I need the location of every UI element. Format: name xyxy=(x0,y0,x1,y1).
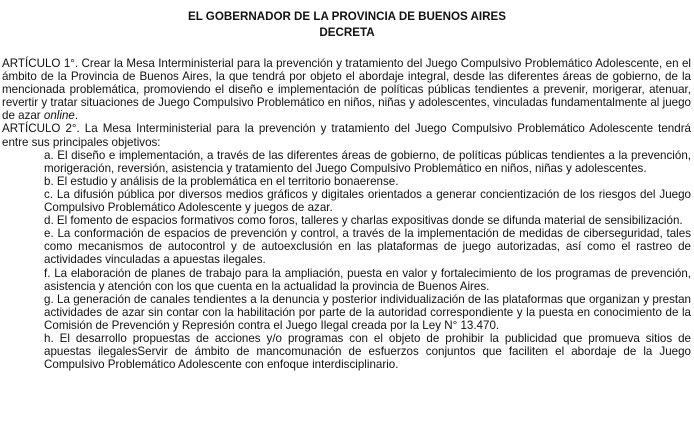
objective-item-f: f. La elaboración de planes de trabajo para la ampliación, puesta en valor y fortalecimiento de los programas de prevención, asistencia y atención con los que cuenta en la actualidad la provincia de Buenos Aires. xyxy=(44,266,691,293)
governor-heading: EL GOBERNADOR DE LA PROVINCIA DE BUENOS AIRES xyxy=(187,10,506,23)
objective-item-c: c. La difusión pública por diversos medios gráficos y digitales orientados a generar concientización de los riesgos del Juego Compulsivo Problemático Adolescente y juegos de azar. xyxy=(44,187,691,215)
objective-item-g: g. La generación de canales tendientes a la denuncia y posterior individualización de las plataformas que organizan y prestan actividades de azar sin contar con la habilitación por parte de la autoridad correspondiente y la puesta en conocimiento de la Comisión de Prevención y Represión contra el Juego Ilegal creada por la Ley N° 13.470. xyxy=(44,292,691,332)
article-2-intro: ARTÍCULO 2°. La Mesa Interministerial para la prevención y tratamiento del Juego Compulsivo Problemático Adolescente tendrá entre sus principales objetivos: xyxy=(2,122,691,149)
article-1-italic: online xyxy=(43,109,75,123)
decree-heading: DECRETA xyxy=(319,26,375,39)
article-1-end: . xyxy=(74,109,79,123)
objective-item-b: b. El estudio y análisis de la problemática en el territorio bonaerense. xyxy=(44,174,399,188)
objective-item-h: h. El desarrollo propuestas de acciones y/o programas con el objeto de prohibir la publicidad que promueva sitios de apuestas ilegalesServir de ámbito de mancomunación de esfuerzos conjuntos que faciliten el abordaje de la Juego Compulsivo Problemático Adolescente con enfoque interdisciplinario. xyxy=(44,331,691,372)
objective-item-d: d. El fomento de espacios formativos como foros, talleres y charlas expositivas donde se difunda material de sensibilización. xyxy=(44,214,683,228)
article-1 xyxy=(2,57,691,122)
objective-item-e: e. La conformación de espacios de prevención y control, a través de la implementación de medidas de ciberseguridad, tales como mecanismos de autocontrol y de autoexclusión en las plataformas de juego autorizadas, así como el rastreo de actividades vinculadas a apuestas ilegales. xyxy=(44,227,691,267)
objective-item-a: a. El diseño e implementación, a través de las diferentes áreas de gobierno, de políticas públicas tendientes a la prevención, morigeración, reversión, asistencia y tratamiento del Juego Compulsivo Problemático en niños, niñas y adolescentes. xyxy=(44,148,691,175)
article-1-text: ARTÍCULO 1°. Crear la Mesa Interministerial para la prevención y tratamiento del Juego Compulsivo Problemático Adolescente, en el ámbito de la Provincia de Buenos Aires, la que tendrá por objeto el abordaje integral, desde las diferentes áreas de gobierno, de la mencionada problemática, promoviendo el diseño e implementación de políticas públicas tendientes a prevenir, morigerar, atenuar, revertir y tratar situaciones de Juego Compulsivo Problemático en niños, niñas y adolescentes, vinculadas fundamentalmente al juego de azar xyxy=(2,57,691,123)
